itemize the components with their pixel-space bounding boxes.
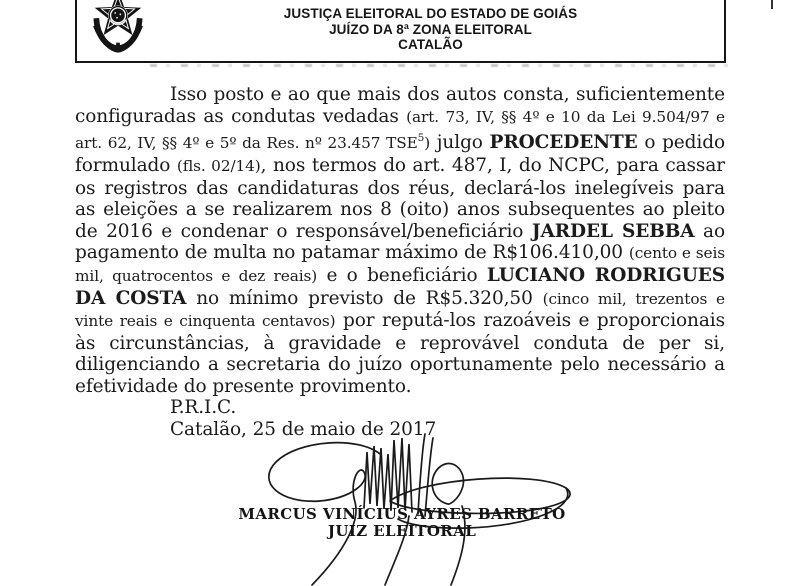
body-segment: (cinco mil, trezentos e vinte reais e cinquenta centavos): [75, 289, 725, 331]
body-segment: o pedido formulado: [75, 132, 725, 176]
body-segment: JARDEL SEBBA: [531, 220, 695, 242]
letterhead-text: [77, 0, 724, 53]
ruling-paragraph: [75, 84, 725, 397]
body-segment: ): [424, 134, 431, 153]
body-segment: julgo: [430, 132, 490, 154]
body-segment: , nos termos do art. 487, I, do NCPC, para cassar os registros das candidaturas dos réus, declará-los inelegíveis para as eleições a se realizarem nos 8 (oito) anos subsequentes ao pleito de 2016 e condenar o responsável/beneficiário: [75, 154, 725, 242]
body-segment: (fls. 02/14): [176, 156, 261, 175]
body-segment: ao pagamento de multa no patamar máximo de R$106.410,00: [75, 220, 726, 264]
judge-name: MARCUS VINÍCIUS AYRES BARRETO: [238, 505, 566, 523]
pric-line: P.R.I.C.: [170, 397, 237, 419]
body-segment: por reputá-los razoáveis e proporcionais às circunstâncias, à gravidade e reprovável conduta de per si, diligenciando a secretaria do juízo oportunamente pelo necessário a efetividade do presente provimento.: [75, 310, 726, 397]
body-segment: Isso posto e ao que mais dos autos consta, suficientemente configuradas as condutas vedadas: [75, 84, 725, 127]
scan-artifact: [150, 64, 736, 67]
scan-artifact-corner: [771, 0, 773, 9]
letterhead: [75, 0, 726, 63]
body-segment: PROCEDENTE: [489, 132, 638, 154]
body-segment: 5: [417, 132, 425, 145]
body-segment: no mínimo previsto de R$5.320,50: [186, 287, 543, 309]
body-segment: e o beneficiário: [317, 264, 487, 286]
signature-block: [8, 506, 788, 539]
body-segment: (cento e seis mil, quatrocentos e dez reais): [75, 244, 725, 285]
brazil-coat-of-arms-icon: [89, 0, 147, 54]
letterhead-line3: CATALÃO: [398, 37, 463, 52]
letterhead-line2: JUÍZO DA 8ª ZONA ELEITORAL: [329, 21, 532, 37]
ruling-body: [75, 84, 725, 441]
body-segment: (art. 73, IV, §§ 4º e 10 da Lei 9.504/97 e art. 62, IV, §§ 4º e 5º da Res. nº 23.457 TSE: [75, 107, 725, 153]
dateline: Catalão, 25 de maio de 2017: [170, 419, 437, 441]
body-segment: LUCIANO RODRIGUES DA COSTA: [75, 264, 725, 309]
judge-title: JUIZ ELEITORAL: [327, 521, 477, 540]
letterhead-line1: JUSTIÇA ELEITORAL DO ESTADO DE GOIÁS: [283, 6, 578, 21]
